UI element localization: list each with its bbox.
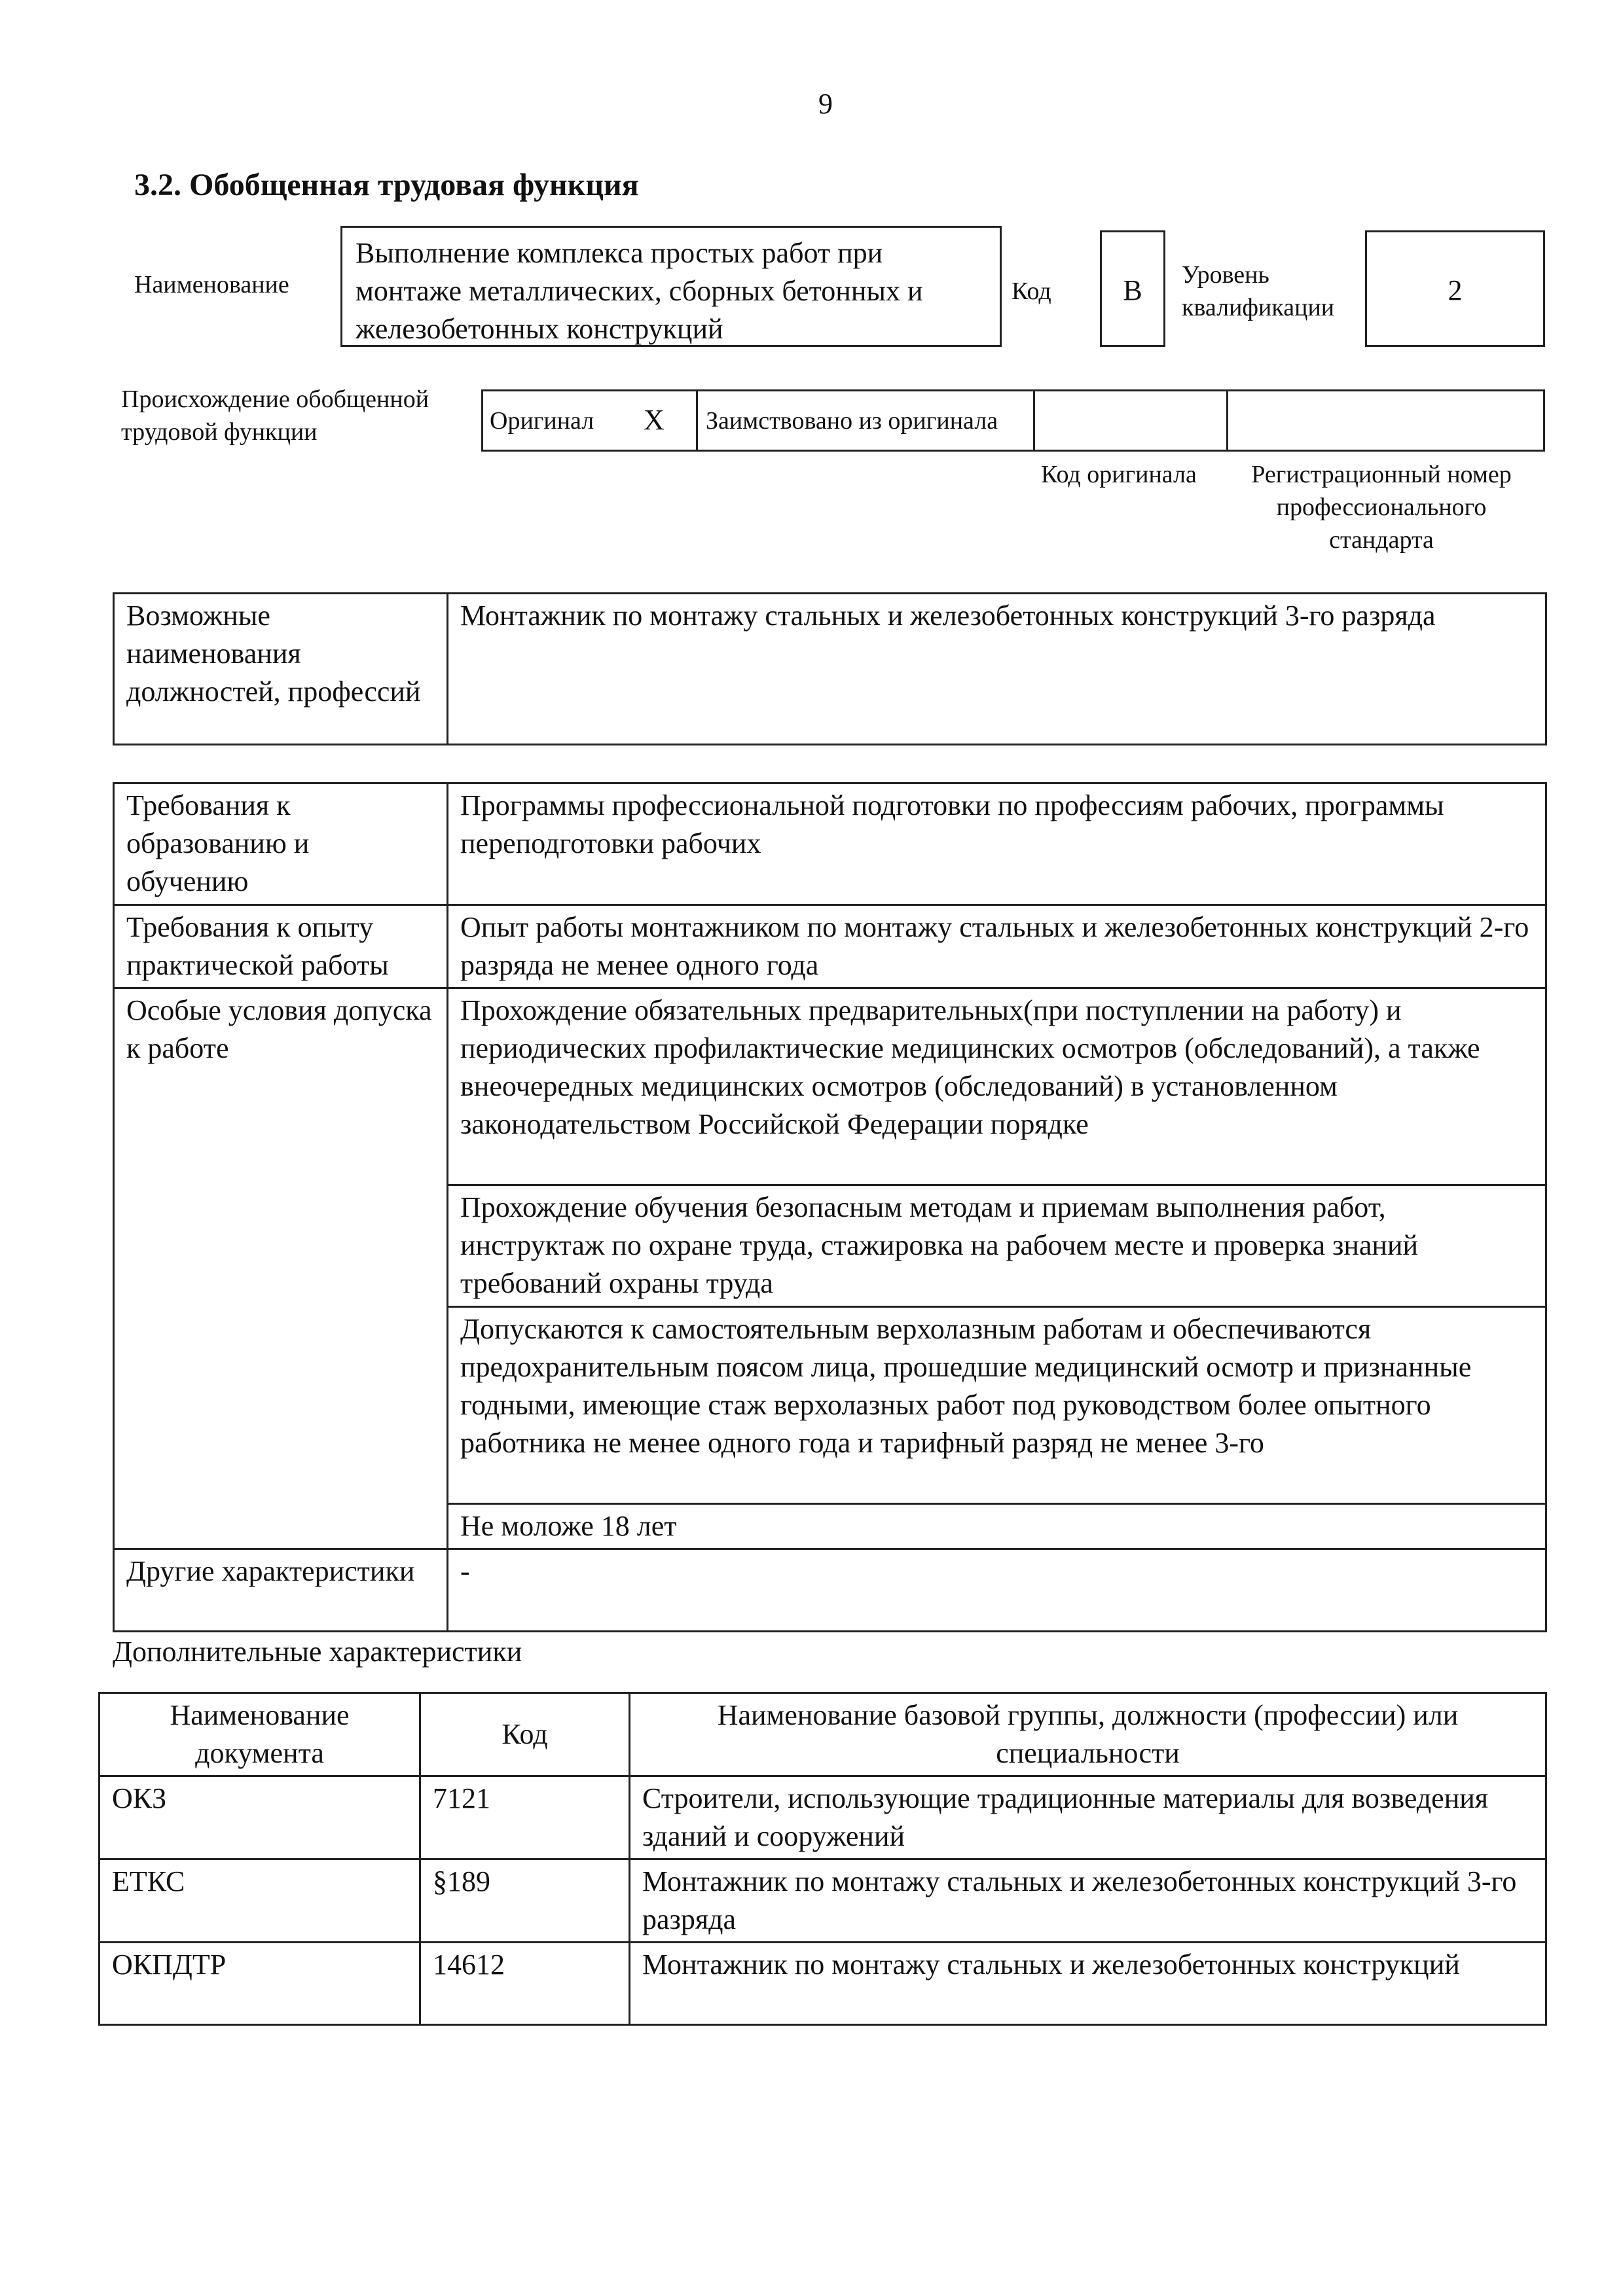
doc-cell: ЕТКС [100, 1859, 420, 1943]
reg-number-caption: Регистрационный номер профессионального стандарта [1251, 461, 1512, 554]
original-label: Оригинал [490, 407, 594, 435]
code-cell: 7121 [420, 1776, 630, 1859]
table-row [114, 594, 1546, 745]
header-doc: Наименование документа [100, 1693, 420, 1776]
additional-table [98, 1692, 1547, 2026]
positions-table [113, 592, 1547, 745]
name-cell: Монтажник по монтажу стальных и железобетонных конструкций [630, 1943, 1546, 2025]
table-row [114, 1549, 1546, 1632]
code-label: Код [1012, 278, 1051, 305]
origin-divider-3 [1226, 391, 1228, 450]
other-label: Другие характеристики [114, 1549, 448, 1632]
table-row [114, 988, 1546, 1185]
borrowed-label: Заимствовано из оригинала [706, 407, 998, 435]
experience-value: Опыт работы монтажником по монтажу стальных и железобетонных конструкций 2-го разряда не менее одного года [448, 905, 1546, 988]
header-code: Код [420, 1693, 630, 1776]
requirements-table [113, 782, 1547, 1632]
origin-box [481, 389, 1545, 452]
original-mark: X [644, 404, 665, 436]
page-number: 9 [818, 88, 833, 120]
other-value: - [448, 1549, 1546, 1632]
origin-label: Происхождение обобщенной трудовой функции [121, 386, 429, 446]
doc-cell: ОКЗ [100, 1776, 420, 1859]
education-value: Программы профессиональной подготовки по профессиям рабочих, программы переподготовки рабочих [448, 783, 1546, 905]
table-row [100, 1776, 1546, 1859]
table-row [100, 1859, 1546, 1943]
additional-title: Дополнительные характеристики [113, 1636, 522, 1668]
code-cell: §189 [420, 1859, 630, 1943]
conditions-label: Особые условия допуска к работе [114, 988, 448, 1549]
level-label: Уровень квалификации [1182, 261, 1335, 321]
table-row [114, 905, 1546, 988]
name-cell: Строители, использующие традиционные материалы для возведения зданий и сооружений [630, 1776, 1546, 1859]
header-name: Наименование базовой группы, должности (профессии) или специальности [630, 1693, 1546, 1776]
doc-cell: ОКПДТР [100, 1943, 420, 2025]
section-title: 3.2. Обобщенная трудовая функция [134, 168, 639, 202]
origin-divider-1 [696, 391, 698, 450]
condition-item: Не моложе 18 лет [448, 1504, 1546, 1549]
name-cell: Монтажник по монтажу стальных и железобетонных конструкций 3-го разряда [630, 1859, 1546, 1943]
code-original-caption: Код оригинала [1041, 461, 1197, 488]
table-row [114, 783, 1546, 905]
condition-item: Допускаются к самостоятельным верхолазным работам и обеспечиваются предохранительным поясом лица, прошедшие медицинский осмотр и признанные годными, имеющие стаж верхолазных работ под руководством более опытного работника не менее одного года и тарифный разряд не менее 3-го [448, 1307, 1546, 1504]
level-value-box [1365, 230, 1545, 347]
code-cell: 14612 [420, 1943, 630, 2025]
level-value: 2 [1448, 274, 1463, 306]
education-label: Требования к образованию и обучению [114, 783, 448, 905]
condition-item: Прохождение обучения безопасным методам и приемам выполнения работ, инструктаж по охране труда, стажировка на рабочем месте и проверка знаний требований охраны труда [448, 1185, 1546, 1307]
positions-value: Монтажник по монтажу стальных и железобетонных конструкций 3-го разряда [448, 594, 1546, 745]
code-value-box [1100, 230, 1165, 347]
table-header-row [100, 1693, 1546, 1776]
name-value: Выполнение комплекса простых работ при монтаже металлических, сборных бетонных и железобетонных конструкций [356, 237, 923, 345]
name-value-box [340, 226, 1002, 347]
positions-label: Возможные наименования должностей, профессий [114, 594, 448, 745]
name-label: Наименование [134, 271, 289, 298]
condition-item: Прохождение обязательных предварительных(при поступлении на работу) и периодических профилактические медицинских осмотров (обследований), а также внеочередных медицинских осмотров (обследований) в установленном законодательством Российской Федерации порядке [448, 988, 1546, 1185]
code-value: B [1123, 274, 1142, 306]
table-row [100, 1943, 1546, 2025]
experience-label: Требования к опыту практической работы [114, 905, 448, 988]
origin-divider-2 [1033, 391, 1035, 450]
